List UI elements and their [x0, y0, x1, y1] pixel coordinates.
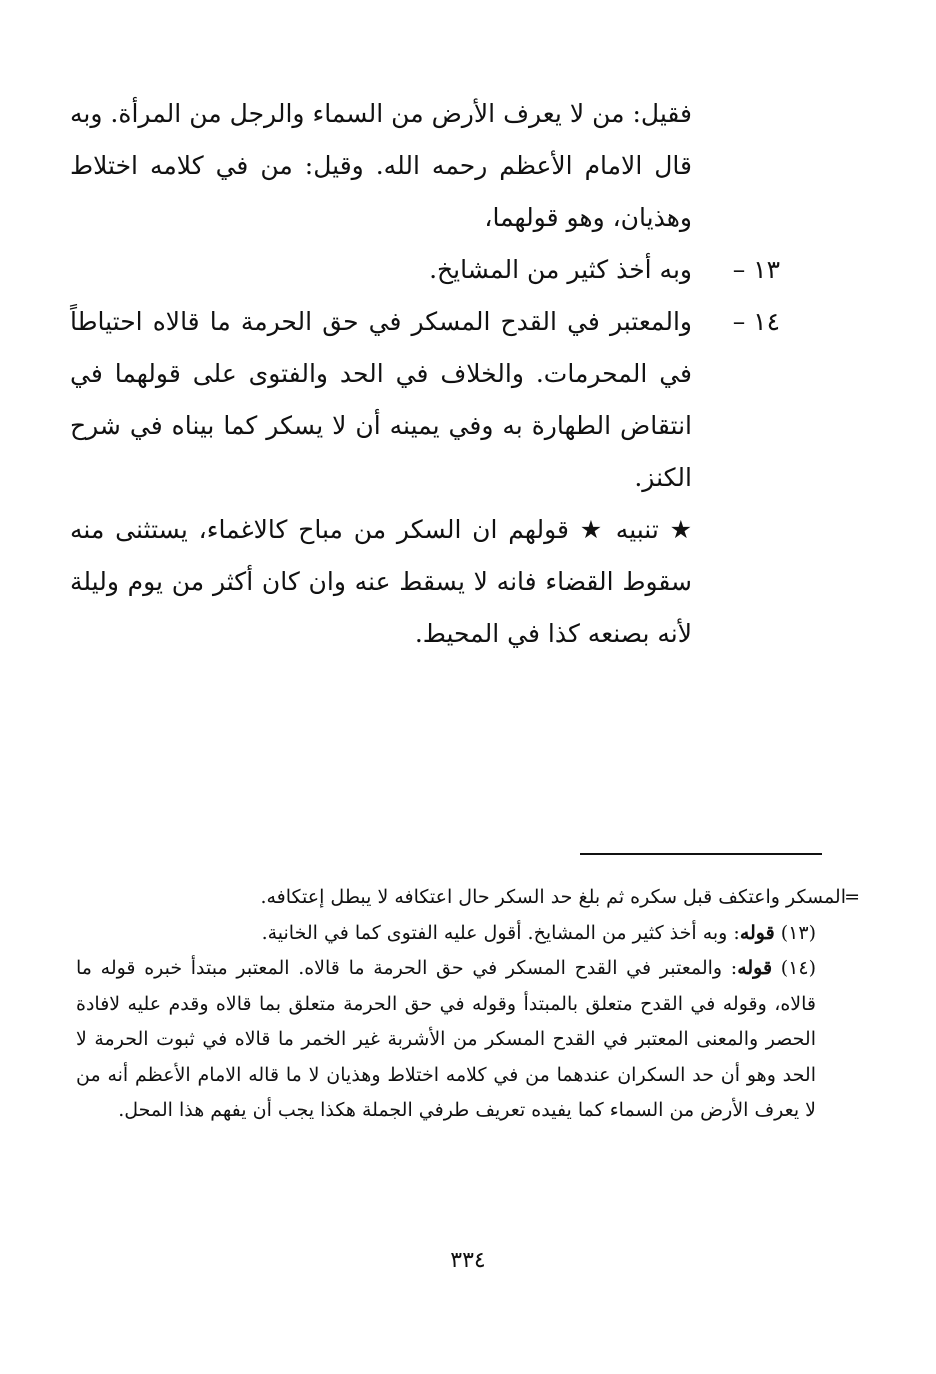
footnote-14-head: قوله — [737, 957, 773, 979]
footnote-continuation — [76, 880, 860, 916]
continuation-paragraph: فقيل: من لا يعرف الأرض من السماء والرجل من المرأة. وبه قال الامام الأعظم رحمه الله. وقيل: من في كلامه اختلاط وهذيان، وهو قولهما، — [70, 99, 692, 232]
main-text — [70, 88, 780, 660]
item-13-number: ١٣ – — [732, 255, 780, 284]
footnote-13 — [76, 916, 846, 952]
footnote-13-number: (١٣) — [780, 921, 816, 944]
continuation-marker: = — [844, 886, 860, 908]
footnote-14 — [76, 951, 846, 1129]
item-14-number: ١٤ – — [732, 307, 780, 336]
page-number: ٣٣٤ — [450, 1248, 486, 1273]
footnotes — [76, 880, 860, 1129]
footnote-separator — [580, 853, 822, 855]
footnote-14-number: (١٤) — [780, 957, 817, 979]
item-13 — [70, 244, 780, 296]
item-14 — [70, 296, 780, 504]
tanbih-paragraph: ★ تنبيه ★ قولهم ان السكر من مباح كالاغماء، يستثنى منه سقوط القضاء فانه لا يسقط عنه وان كان أكثر من يوم وليلة لأنه بصنعه كذا في المحيط. — [70, 515, 693, 648]
footnote-continuation-text: المسكر واعتكف قبل سكره ثم بلغ حد السكر حال اعتكافه لا يبطل إعتكافه. — [260, 886, 846, 908]
footnote-13-head: قوله — [739, 921, 775, 944]
item-13-text: وبه أخذ كثير من المشايخ. — [429, 255, 692, 284]
footnote-14-text: : والمعتبر في القدح المسكر في حق الحرمة ما قالاه. المعتبر مبتدأ خبره قوله ما قالاه، وقوله في القدح متعلق بالمبتدأ وقوله في حق الحرمة متعلق بما قالاه وقدم عليه لافادة الحصر والمعنى المعتبر في القدح المسكر من الأشربة غير الخمر ما قالاه في ثبوت الحرمة لا الحد وهو أن حد السكران عندهما من في كلامه اختلاط وهذيان لا ما قاله الامام الأعظم أنه من لا يعرف الأرض من السماء كما يفيده تعريف طرفي الجملة هكذا يجب أن يفهم هذا المحل. — [76, 957, 816, 1121]
footnote-13-text: : وبه أخذ كثير من المشايخ. أقول عليه الفتوى كما في الخانية. — [261, 921, 740, 944]
item-14-text: والمعتبر في القدح المسكر في حق الحرمة ما قالاه احتياطاً في المحرمات. والخلاف في الحد والفتوى على قولهما في انتقاض الطهارة به وفي يمينه أن لا يسكر كما بيناه في شرح الكنز. — [70, 307, 692, 492]
